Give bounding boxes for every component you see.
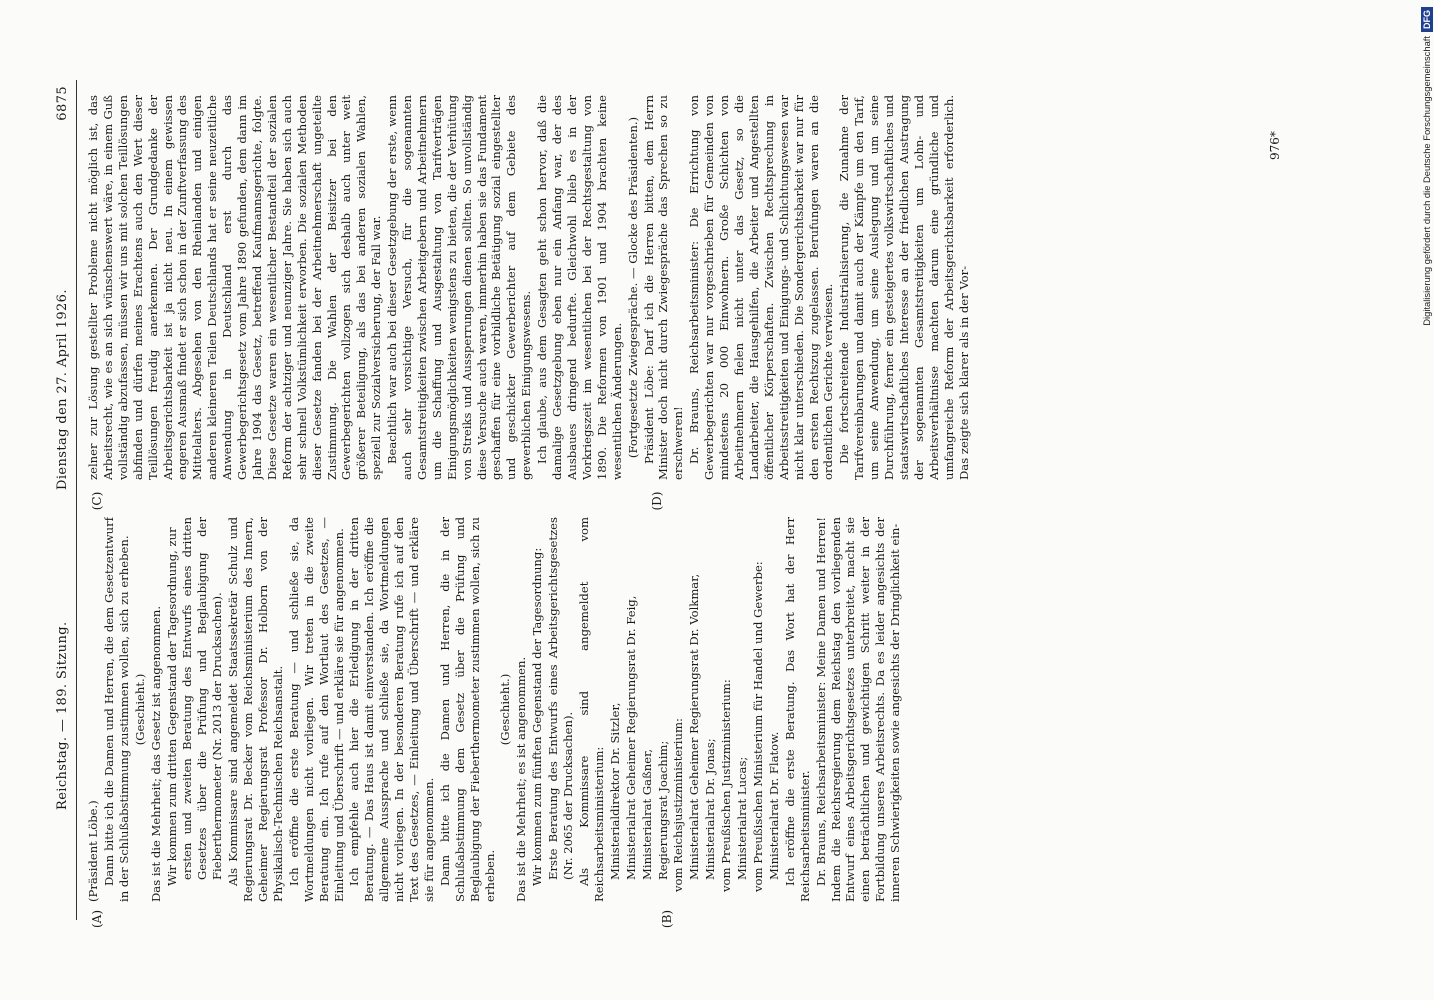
margin-marker-a: (A) bbox=[90, 909, 104, 929]
rotated-newspaper-page bbox=[50, 80, 1290, 929]
credit-text: Digitalisierung gefördert durch die Deutsche Forschungsgemeinschaft bbox=[1421, 36, 1432, 326]
stage-direction: (Geschieht.) bbox=[498, 673, 513, 746]
paragraph: Das ist die Mehrheit; das Gesetz ist angenommen. bbox=[148, 605, 163, 902]
agenda-item: Erste Beratung des Entwurfs eines Arbeitsgerichtsgesetzes (Nr. 2065 der Drucksachen). bbox=[546, 517, 576, 880]
stage-direction: (Geschieht.) bbox=[132, 673, 147, 746]
page-header bbox=[50, 80, 77, 920]
right-column bbox=[86, 95, 1266, 480]
digitization-credit bbox=[1421, 7, 1433, 867]
stage-direction: (Fortgesetzte Zwiegespräche. — Glocke des Präsidenten.) bbox=[625, 116, 640, 459]
margin-marker-c: (C) bbox=[90, 491, 104, 511]
ministry: vom Preußischen Ministerium für Handel und Gewerbe: bbox=[750, 561, 765, 892]
paragraph: Beachtlich war auch bei dieser Gesetzgebung der erste, wenn auch sehr vorsichtige Versuch, für die sogenannten Gesamtstreitigkeiten zwischen Arbeitgebern und Arbeitnehmern um die Schaffung und Ausgestaltung von Tarifverträgen Einigungsmöglichkeiten wenigstens zu bieten, die der Verhütung von Streiks und Aussperrungen dienen sollten. So unvollständig diese Versuche auch waren, immerhin haben sie das Fundament geschaffen für eine vorbildliche Betätigung sozial eingestellter und geschickter Gewerberichter auf dem Gebiete des gewerblichen Einigungswesens. bbox=[385, 95, 534, 480]
paragraph: Dann bitte ich die Damen und Herren, die dem Gesetzentwurf in der Schlußabstimmung zustimmen wollen, sich zu erheben. bbox=[101, 517, 131, 902]
paragraph: Als Kommissare sind angemeldet Staatssekretär Schulz und Regierungsrat Dr. Becker vom Reichsministerium des Innern, Geheimer Regierungsrat Professor Dr. Holborn von der Physikalisch-Technischen Reichsanstalt. bbox=[226, 517, 285, 902]
paragraph: Wir kommen zum fünften Gegenstand der Tagesordnung: bbox=[530, 547, 545, 886]
header-date: Dienstag den 27. April 1926. bbox=[55, 289, 70, 490]
header-page-number: 6875 bbox=[55, 86, 70, 121]
paragraph: Wir kommen zum dritten Gegenstand der Tagesordnung, zur bbox=[164, 527, 179, 886]
ministry: vom Reichsjustizministerium: bbox=[671, 718, 686, 892]
speech: Dr. Brauns, Reichsarbeitsminister: Meine Damen und Herren! Indem die Reichsregierung dem Reichstag den vorliegenden Entwurf eines Arbeitsgerichtsgesetzes unterbreitet, macht sie einen beträchtlichen und gewichtigen Schritt weiter in der Fortbildung unseres Arbeitsrechts. Da es leider angesichts der inneren Schwierigkeiten sowie angesichts der Dringlichkeit ein- bbox=[813, 517, 903, 902]
paragraph: Ich eröffne die erste Beratung — und schließe sie, da Wortmeldungen nicht vorliegen. Wir treten in die zweite Beratung ein. Ich rufe auf den Wortlaut des Gesetzes, — Einleitung und Überschrift — und erkläre sie für angenommen. bbox=[286, 517, 346, 902]
agenda-item: ersten und zweiten Beratung des Entwurfs eines dritten Gesetzes über die Prüfung und Beglaubigung der Fieberthermometer (Nr. 2013 der Drucksachen). bbox=[180, 517, 225, 880]
speech-continued: zelner zur Lösung gestellter Probleme nicht möglich ist, das Arbeitsrecht, wie es an sich wünschenswert wäre, in einem Guß vollständig abzufassen, müssen wir uns mit solchen Teillösungen abfinden und dürfen meines Erachtens auch den Wert dieser Teillösungen freudig anerkennen. Der Grundgedanke der Arbeitsgerichtsbarkeit ist ja nicht neu. In einem gewissen engeren Ausmaß findet er sich schon in der Zunftverfassung des Mittelalters. Abgesehen von den Rheinlanden und einigen anderen kleineren Teilen Deutschlands hat er seine neuzeitliche Anwendung in Deutschland erst durch das Gewerbegerichtsgesetz vom Jahre 1890 gefunden, dem dann im Jahre 1904 das Gesetz, betreffend Kaufmannsgerichte, folgte. Diese Gesetze waren ein wesentlicher Bestandteil der sozialen Reform der achtziger und neunziger Jahre. Sie haben sich auch sehr schnell Volkstümlichkeit erworben. Die sozialen Methoden dieser Gesetze fanden bei der Arbeitnehmerschaft ungeteilte Zustimmung. Die Wahlen der Beisitzer bei den Gewerbegerichten vollzogen sich deshalb auch unter weit größerer Beteiligung, als das bei anderen sozialen Wahlen, speziell zur Sozialversicherung, der Fall war. bbox=[86, 95, 384, 480]
ministry: vom Preußischen Justizministerium: bbox=[719, 679, 734, 892]
commissioner: Regierungsrat Joachim; bbox=[655, 740, 670, 880]
paragraph: Ich glaube, aus dem Gesagten geht schon hervor, daß die damalige Gesetzgebung eben nur ein Anfang war, der des Ausbaues dringend bedurfte. Gleichwohl blieb es in der Vorkriegszeit im wesentlichen bei der Rechtsgestaltung von 1890. Die Reformen von 1901 und 1904 brachten keine wesentlichen Änderungen. bbox=[535, 95, 624, 480]
commissioner: Ministerialrat Geheimer Regierungsrat Dr. Volkmar, bbox=[687, 573, 702, 880]
speaker-line: (Präsident Löbe.) bbox=[86, 800, 100, 902]
header-left: Reichstag. — 189. Sitzung. bbox=[55, 621, 70, 810]
commissioner: Ministerialrat Gaßner, bbox=[639, 748, 654, 880]
paragraph: Die fortschreitende Industrialisierung, die Zunahme der Tarifvereinbarungen und damit auch der Kämpfe um den Tarif, um seine Anwendung, um seine Auslegung und um seine Durchführung, ferner ein gesteigertes volkswirtschaftliches und staatswirtschaftliches Interesse an der friedlichen Austragung der sogenannten Gesamtstreitigkeiten um Lohn- und Arbeitsverhältnisse machten darum eine gründliche und umfangreiche Reform der Arbeitsgerichtsbarkeit erforderlich. Das zeigte sich klarer als in der Vor- bbox=[837, 95, 971, 480]
commissioner: Ministerialrat Dr. Flatow. bbox=[766, 731, 781, 880]
margin-marker-b: (B) bbox=[660, 909, 674, 929]
paragraph: Als Kommissare sind angemeldet vom Reichsarbeitsministerium: bbox=[577, 517, 606, 902]
speech: Präsident Löbe: Darf ich die Herren bitten, dem Herrn Minister doch nicht durch Zwiegespräche das Sprechen so zu erschweren! bbox=[641, 95, 686, 480]
paragraph: Ich eröffne die erste Beratung. Das Wort hat der Herr Reichsarbeitsminister. bbox=[782, 517, 812, 902]
paragraph: Dann bitte ich die Damen und Herren, die in der Schlußabstimmung dem Gesetz über die Prüfung und Beglaubigung der Fieberthermometer zustimmen wollen, sich zu erheben. bbox=[437, 517, 497, 902]
paragraph: Ich empfehle auch hier die Erledigung in der dritten Beratung. — Das Haus ist damit einverstanden. Ich eröffne die allgemeine Aussprache und schließe sie, da Wortmeldungen nicht vorliegen. In der besonderen Beratung rufe ich auf den Text des Gesetzes, — Einleitung und Überschrift — und erkläre sie für angenommen. bbox=[347, 517, 436, 902]
commissioner: Ministerialrat Lucas; bbox=[735, 756, 750, 880]
page-signature: 976* bbox=[1268, 131, 1282, 160]
speech: Dr. Brauns, Reichsarbeitsminister: Die Errichtung von Gewerbegerichten war nur vorgeschrieben für Gemeinden von mindestens 20 000 Einwohnern. Große Schichten von Arbeitnehmern fielen nicht unter das Gesetz, so die Landarbeiter, die Hausgehilfen, die Arbeiter und Angestellten öffentlicher Körperschaften. Zwischen Rechtsprechung in Arbeitsstreitigkeiten und Einigungs- und Schlichtungswesen war nicht klar unterschieden. Die Sondergerichtsbarkeit war nur für den ersten Rechtszug zugelassen. Berufungen waren an die ordentlichen Gerichte verwiesen. bbox=[687, 95, 836, 480]
commissioner: Ministerialdirektor Dr. Sitzler, bbox=[607, 702, 622, 880]
paragraph: Das ist die Mehrheit; es ist angenommen. bbox=[514, 656, 529, 902]
dfg-logo: DFG bbox=[1421, 7, 1433, 32]
commissioner: Ministerialrat Dr. Jonas; bbox=[703, 738, 718, 880]
left-column bbox=[86, 517, 1266, 902]
commissioner: Ministerialrat Geheimer Regierungsrat Dr. Feig, bbox=[623, 595, 638, 880]
margin-marker-d: (D) bbox=[650, 491, 664, 511]
